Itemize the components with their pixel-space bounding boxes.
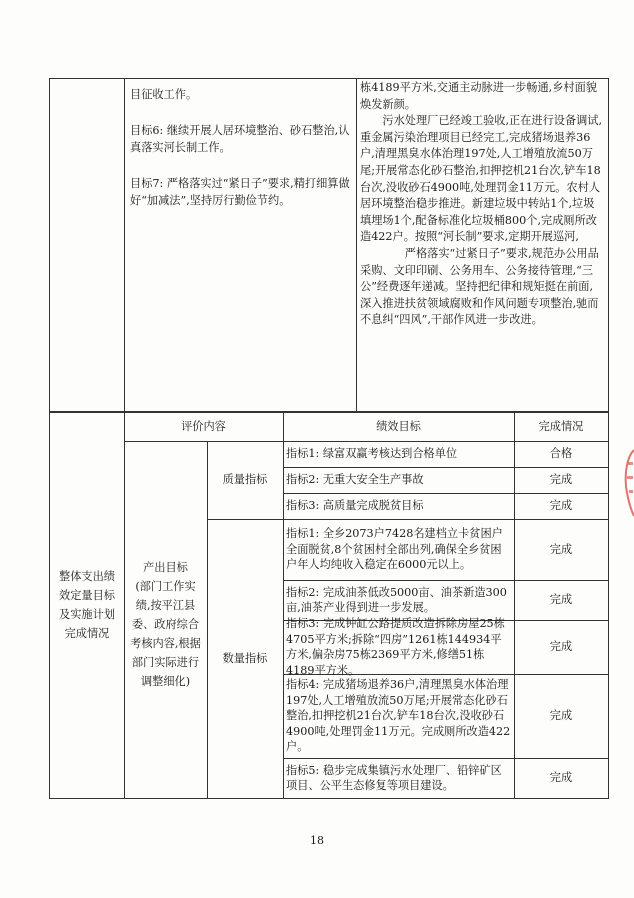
quantity-indicator-label: 数量指标 — [222, 651, 268, 665]
left-line-2: 目标6: 继续开展人居环境整治、砂石整治,认真落实河长制工作。 — [130, 124, 350, 154]
seal-stamp-fragment — [622, 448, 634, 518]
quality-target-1: 指标1: 绿富双赢考核达到合格单位 — [286, 447, 458, 461]
quantity-target-3: 指标3: 完成钟缸公路提质改造拆除房屋25栋4705平方米;拆除“四房”1261栋144934平方米,偏杂房75栋2369平方米,修缮51栋4189平方米。 — [286, 617, 505, 677]
quantity-status-4: 完成 — [549, 709, 573, 722]
right-para-2: 污水处理厂已经竣工验收,正在进行设备调试,重金属污染治理项目已经完工,完成猪场退养36户,清理黑臭水体治理197处,人工增殖放流50万尾;开展常态化砂石整治,扣押挖机21台次,铲车18台次,没收砂石4900吨,处理罚金11万元。农村人居环境整治稳步推进。新建垃圾中转站1个,垃圾填埋场1个,配备标准化垃圾桶800个,完成厕所改造422户。按照“河长制”要求,定期开展巡河, — [360, 114, 603, 244]
quantity-target-2: 指标2: 完成油茶低改5000亩、油茶新造300亩,油茶产业得到进一步发展。 — [286, 585, 507, 614]
section-label: 整体支出绩效定量目标及实施计划完成情况 — [59, 570, 115, 640]
right-para-3: 严格落实“过紧日子”要求,规范办公用品采购、文印印刷、公务用车、公务接待管理,“三公”经费逐年递减。坚持把纪律和规矩挺在前面,深入推进扶贫领域腐败和作风问题专项整治,驰而不息纠“四风”,干部作风进一步改进。 — [360, 246, 599, 327]
left-line-1: 目征收工作。 — [130, 88, 198, 101]
quality-status-2: 完成 — [549, 473, 573, 486]
page-number: 18 — [310, 834, 324, 847]
evaluation-table — [49, 412, 609, 799]
quantity-status-2: 完成 — [549, 593, 573, 606]
quality-target-3: 指标3: 高质量完成脱贫目标 — [286, 499, 424, 513]
upper-divider-1 — [124, 79, 125, 411]
quantity-target-5: 指标5: 稳步完成集镇污水处理厂、铅锌矿区项目、公平生态修复等项目建设。 — [286, 763, 502, 792]
header-content: 评价内容 — [181, 419, 226, 433]
quantity-target-4: 指标4: 完成猪场退养36户,清理黑臭水体治理197处,人工增殖放流50万尾;开展常态化砂石整治,扣押挖机21台次,铲车18台次,没收砂石4900吨,处理罚金11万元。完成厕所改造422户。 — [286, 678, 511, 754]
quantity-status-5: 完成 — [549, 771, 573, 784]
quality-target-2: 指标2: 无重大安全生产事故 — [286, 473, 424, 487]
header-target: 绩效目标 — [376, 419, 421, 433]
quantity-status-1: 完成 — [549, 542, 573, 556]
upper-left-cell — [130, 86, 352, 209]
quality-status-3: 完成 — [549, 499, 573, 512]
output-goal-cell — [124, 544, 207, 704]
upper-table — [49, 78, 609, 412]
upper-right-cell — [360, 80, 604, 329]
left-line-3: 目标7: 严格落实过“紧日子”要求,精打细算做好“加减法”,坚持厉行勤俭节约。 — [130, 177, 350, 207]
quality-indicator-label: 质量指标 — [222, 473, 268, 486]
right-para-1: 栋4189平方米,交通主动脉进一步畅通,乡村面貌焕发新颜。 — [360, 81, 597, 111]
upper-divider-2 — [356, 79, 357, 411]
header-status: 完成情况 — [538, 419, 584, 433]
output-goal-note: (部门工作实绩,按平江县委、政府综合考核内容,根据部门实际进行调整细化) — [130, 579, 201, 688]
output-goal-label: 产出目标 — [143, 560, 188, 574]
quality-status-1: 合格 — [549, 447, 573, 460]
quantity-target-1: 指标1: 全乡2073户7428名建档立卡贫困户全面脱贫,8个贫困村全部出列,确保全乡贫困户年人均纯收入稳定在6000元以上。 — [286, 527, 503, 572]
quantity-status-3: 完成 — [549, 640, 573, 653]
